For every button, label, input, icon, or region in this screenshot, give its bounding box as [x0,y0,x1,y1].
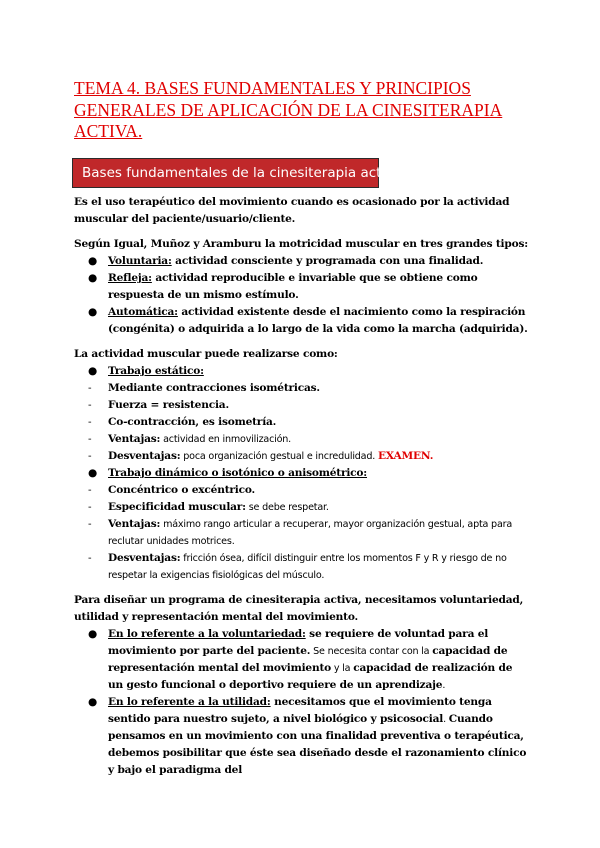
types-intro: Según Igual, Muñoz y Aramburu la motricidad muscular en tres grandes tipos: [74,238,528,250]
label: Ventajas: [108,433,161,445]
list-item [108,550,528,584]
item-text: poca organización gestual e incredulidad. [180,451,378,462]
list-item [108,499,528,516]
list-item [108,431,528,448]
item-text: se debe respetar. [245,502,329,513]
term: Automática: [108,306,178,318]
list-item [108,465,528,482]
item-text: y la [331,663,354,674]
bullet-dash: - [88,450,92,462]
list-item [108,448,528,465]
item-text: actividad en inmovilización. [160,434,292,445]
item-text: actividad existente desde el nacimiento como la respiración (congénita) o adquirida a lo largo de la vida como la marcha (adquirida). [108,306,528,335]
bullet-dash: - [88,484,92,496]
bullet-dash: - [88,382,92,394]
label: Desventajas: [108,552,181,564]
item-text: capacidad de representación mental del movimiento [108,645,508,674]
item-text: Se necesita contar con la [310,646,433,657]
list-item [108,694,528,779]
label: Desventajas: [108,450,181,462]
bullet-dot: ● [88,272,98,284]
bullet-dot: ● [88,628,98,640]
list-item [108,363,528,380]
item-text: se requiere de voluntad para el movimiento por parte del paciente. [108,628,489,657]
list-item: Concéntrico o excéntrico. [108,484,256,496]
item-text: fricción ósea, difícil distinguir entre los momentos F y R y riesgo de no respetar la exigencias fisiológicas del músculo. [108,553,507,581]
design-intro: Para diseñar un programa de cinesiterapia activa, necesitamos voluntariedad, utilidad y representación mental del movimiento. [74,594,524,623]
intro-paragraph: Es el uso terapéutico del movimiento cuando es ocasionado por la actividad muscular del paciente/usuario/cliente. [74,196,510,225]
list-item [108,253,528,270]
bullet-dot: ● [88,696,98,708]
dynamic-heading: Trabajo dinámico o isotónico o anisométrico: [108,467,368,479]
term: Voluntaria: [108,255,172,267]
bullet-dot: ● [88,467,98,479]
activity-intro: La actividad muscular puede realizarse como: [74,348,338,360]
term: En lo referente a la voluntariedad: [108,628,306,640]
bullet-dash: - [88,399,92,411]
list-item [108,304,528,338]
list-item: Co-contracción, es isometría. [108,416,277,428]
list-item: Mediante contracciones isométricas. [108,382,320,394]
bullet-dash: - [88,552,92,564]
section-heading: Bases fundamentales de la cinesiterapia activa [72,158,379,188]
bullet-dash: - [88,518,92,530]
bullet-dash: - [88,416,92,428]
item-text: actividad consciente y programada con una finalidad. [171,255,484,267]
item-text: máximo rango articular a recuperar, mayor organización gestual, apta para reclutar unidades motrices. [108,519,513,547]
term: En lo referente a la utilidad: [108,696,271,708]
item-text: Cuando pensamos en un movimiento con una finalidad preventiva o terapéutica, debemos posibilitar que éste sea diseñado desde el razonamiento clínico y bajo el paradigma del [108,713,527,776]
bullet-dot: ● [88,365,98,377]
label: Especificidad muscular: [108,501,246,513]
item-text: necesitamos que el movimiento tenga sentido para nuestro sujeto, a nivel biológico y psicosocial [108,696,492,725]
page-title: TEMA 4. BASES FUNDAMENTALES Y PRINCIPIOS GENERALES DE APLICACIÓN DE LA CINESITERAPIA ACTIVA. [74,78,503,141]
item-text: capacidad de realización de un gesto funcional o deportivo requiere de un aprendizaje [108,662,513,691]
bullet-dash: - [88,501,92,513]
static-heading: Trabajo estático: [108,365,204,377]
label: Ventajas: [108,518,161,530]
item-text: actividad reproducible e invariable que se obtiene como respuesta de un mismo estímulo. [108,272,478,301]
item-text: . [443,714,449,725]
bullet-dash: - [88,433,92,445]
list-item [108,516,528,550]
list-item [108,626,528,694]
exam-tag: EXAMEN. [377,450,434,462]
bullet-dot: ● [88,255,98,267]
item-text: . [442,680,446,691]
list-item [108,270,528,304]
term: Refleja: [108,272,152,284]
list-item: Fuerza = resistencia. [108,399,229,411]
bullet-dot: ● [88,306,98,318]
